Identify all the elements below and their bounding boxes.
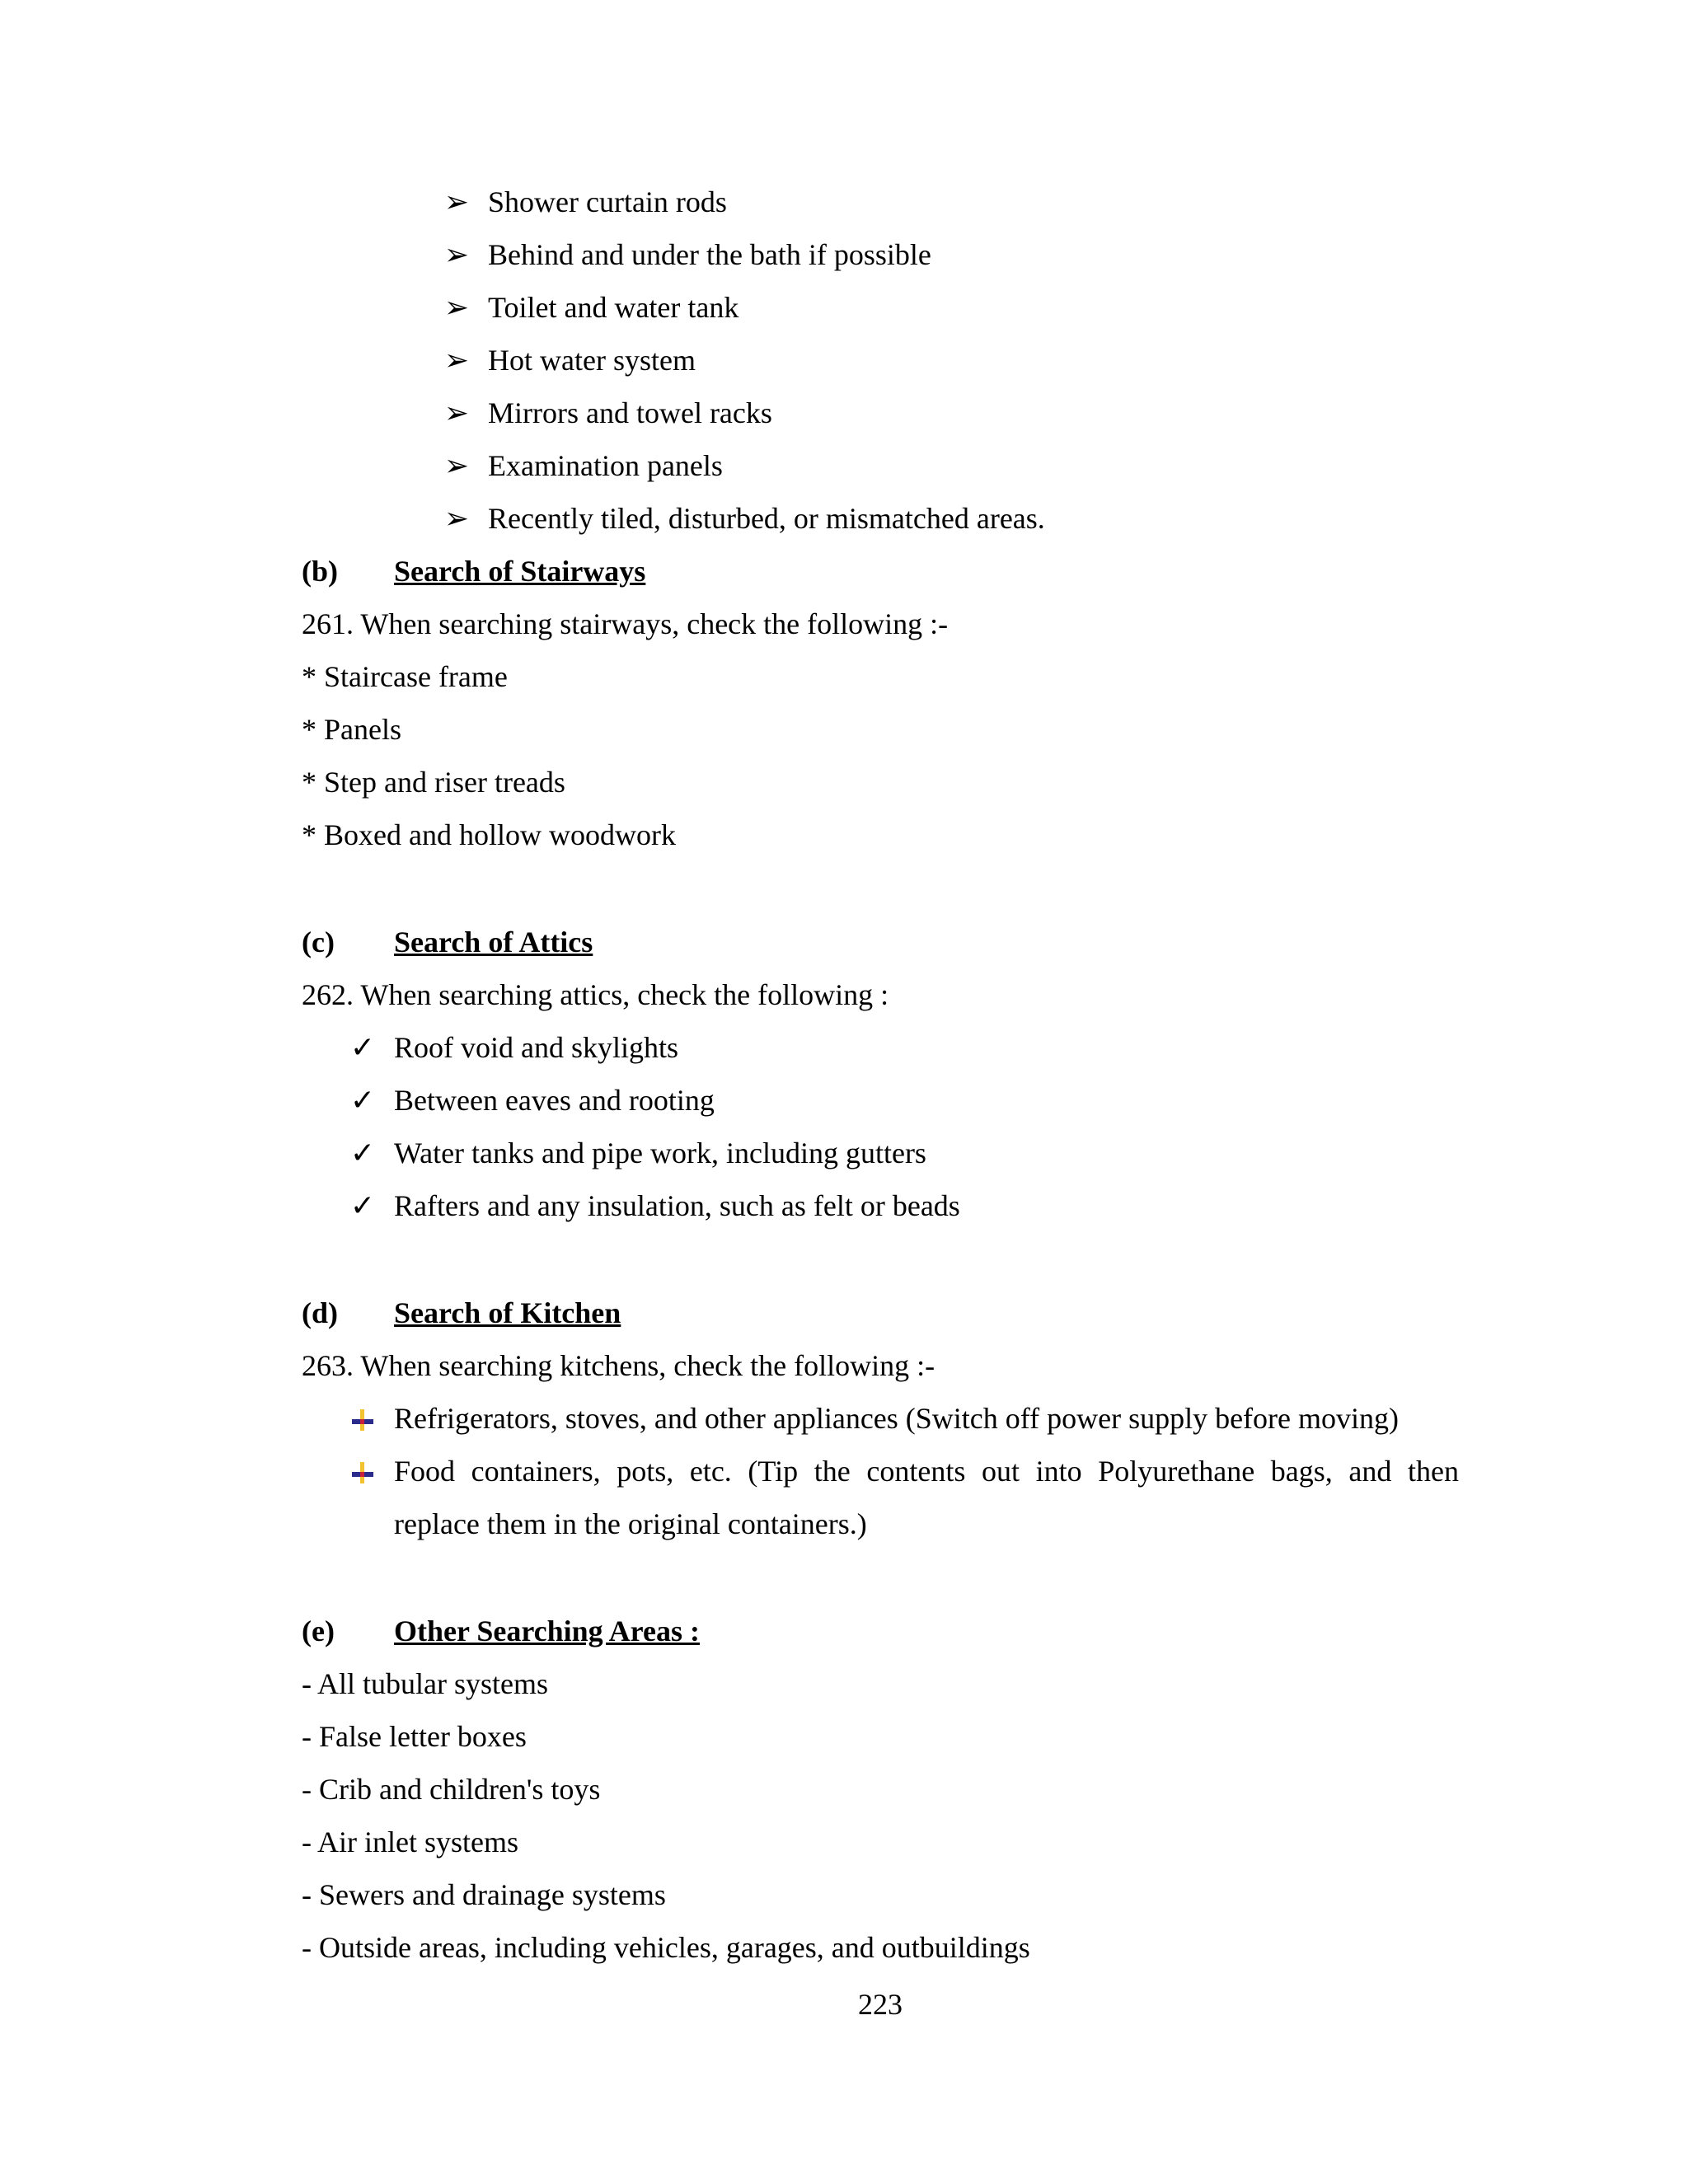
arrow-bullet-icon: ➢ (443, 344, 470, 377)
section-letter: (c) (302, 926, 335, 958)
arrow-bullet-icon: ➢ (443, 396, 470, 429)
arrow-bullet-icon: ➢ (443, 502, 470, 535)
section-title: Search of Stairways (394, 555, 646, 588)
colored-plus-bullet-icon (349, 1407, 376, 1433)
arrow-bullet-icon: ➢ (443, 291, 470, 324)
section-title: Search of Kitchen (394, 1296, 621, 1329)
checkmark-icon: ✓ (349, 1031, 376, 1064)
section-letter: (e) (302, 1615, 335, 1647)
arrow-bullet-icon: ➢ (443, 449, 470, 482)
section-letter: (b) (302, 555, 338, 588)
section-letter: (d) (302, 1296, 338, 1329)
colored-plus-bullet-icon (349, 1460, 376, 1486)
checkmark-icon: ✓ (349, 1189, 376, 1222)
section-title: Other Searching Areas : (394, 1615, 700, 1647)
section-title: Search of Attics (394, 926, 593, 958)
checkmark-icon: ✓ (349, 1084, 376, 1117)
arrow-bullet-icon: ➢ (443, 238, 470, 271)
arrow-bullet-icon: ➢ (443, 185, 470, 218)
checkmark-icon: ✓ (349, 1137, 376, 1169)
page-number: 223 (858, 1988, 903, 2021)
